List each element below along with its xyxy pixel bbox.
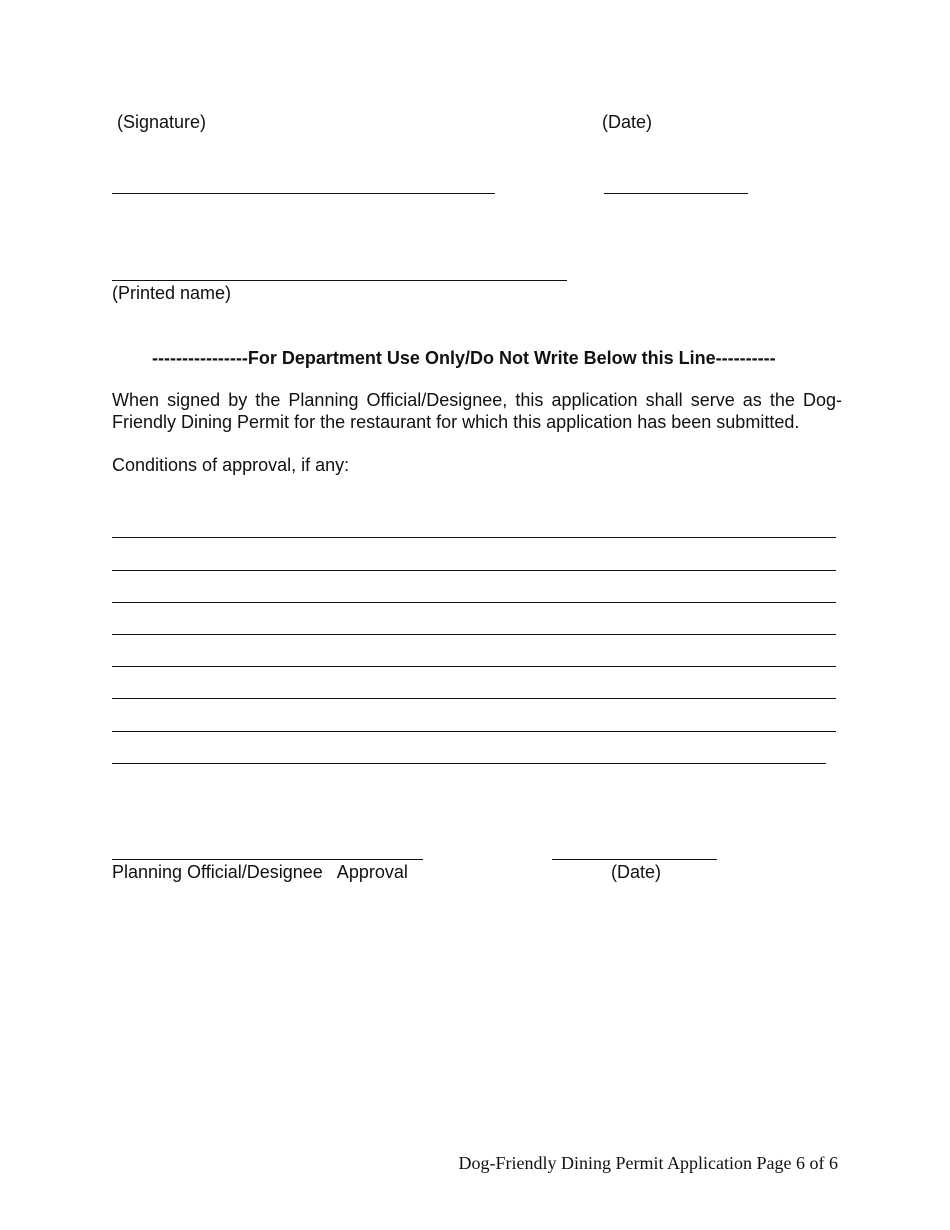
department-use-divider: ----------------For Department Use Only/Do Not Write Below this Line---------- — [152, 348, 776, 368]
approval-date-label: (Date) — [611, 862, 662, 882]
conditions-line-3[interactable] — [112, 602, 836, 603]
conditions-line-6[interactable] — [112, 698, 836, 699]
date-label: (Date) — [602, 112, 653, 132]
page-footer: Dog-Friendly Dining Permit Application Page 6 of 6 — [458, 1153, 838, 1173]
printed-name-label: (Printed name) — [112, 283, 232, 303]
conditions-line-8[interactable] — [112, 763, 826, 764]
conditions-label: Conditions of approval, if any: — [112, 455, 350, 475]
printed-name-line[interactable] — [112, 280, 567, 281]
date-line[interactable] — [604, 193, 748, 194]
conditions-line-4[interactable] — [112, 634, 836, 635]
conditions-line-7[interactable] — [112, 731, 836, 732]
conditions-line-5[interactable] — [112, 666, 836, 667]
approval-date-line[interactable] — [552, 859, 717, 860]
approval-signature-line[interactable] — [112, 859, 423, 860]
signature-label: (Signature) — [117, 112, 207, 132]
conditions-line-1[interactable] — [112, 537, 836, 538]
approval-official-label: Planning Official/Designee Approval — [112, 862, 408, 882]
signature-line[interactable] — [112, 193, 495, 194]
conditions-line-2[interactable] — [112, 570, 836, 571]
permit-statement: When signed by the Planning Official/Designee, this application shall serve as the Dog-Friendly Dining Permit for the restaurant for which this application has been submitted. — [112, 390, 842, 432]
